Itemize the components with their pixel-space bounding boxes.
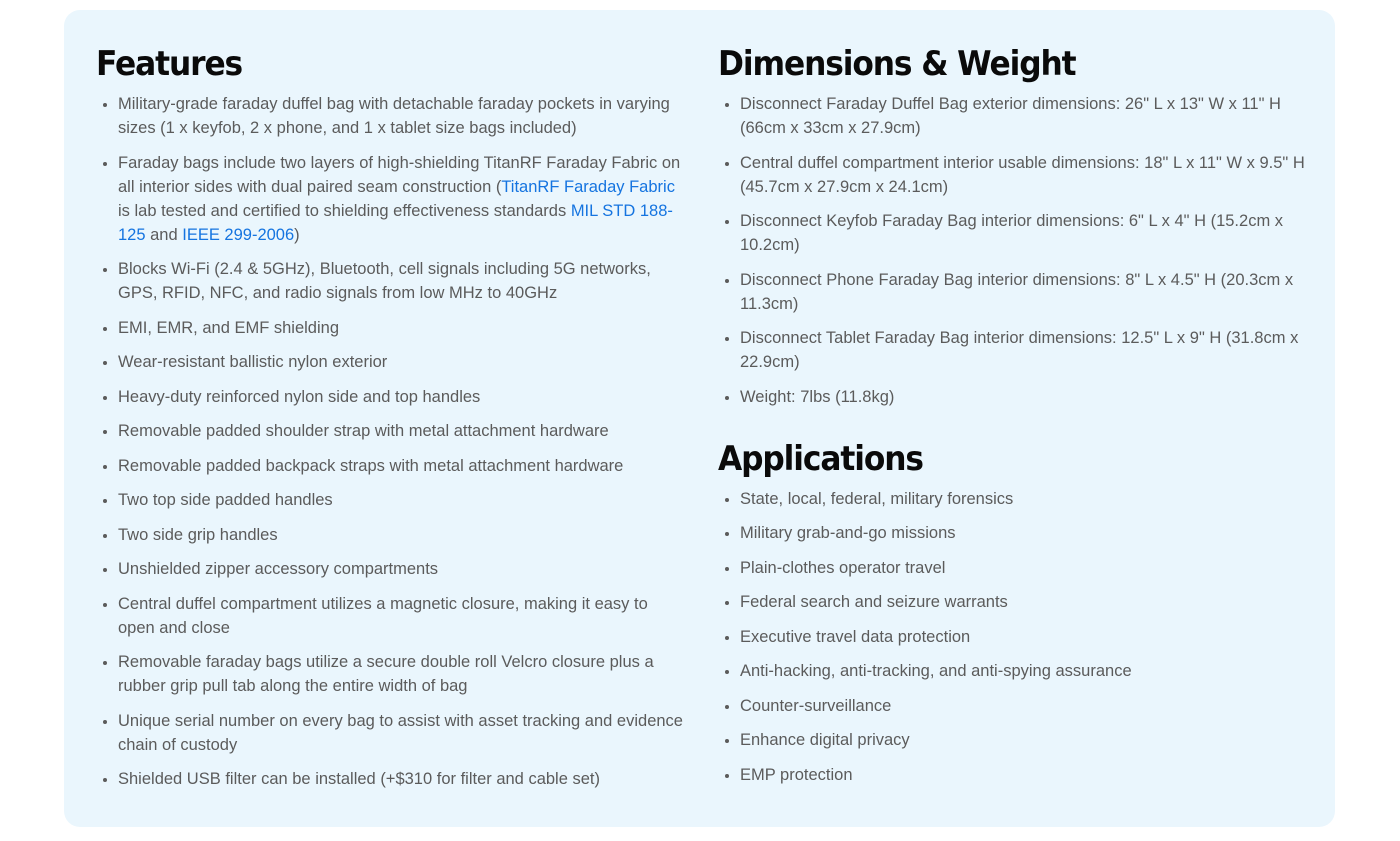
list-item: • EMI, EMR, and EMF shielding xyxy=(118,316,686,340)
list-item: • Federal search and seizure warrants xyxy=(740,590,1308,614)
list-item: • Two side grip handles xyxy=(118,523,686,547)
dimensions-list xyxy=(718,92,1308,409)
list-item: • Two top side padded handles xyxy=(118,488,686,512)
applications-list xyxy=(718,487,1308,787)
titanrf-fabric-link[interactable]: TitanRF Faraday Fabric xyxy=(501,177,675,196)
list-item: • Central duffel compartment utilizes a magnetic closure, making it easy to open and close xyxy=(118,592,686,640)
features-list xyxy=(96,92,686,791)
list-item: • Executive travel data protection xyxy=(740,625,1308,649)
list-item: • Removable faraday bags utilize a secure double roll Velcro closure plus a rubber grip pull tab along the entire width of bag xyxy=(118,650,686,698)
list-item: • Military-grade faraday duffel bag with detachable faraday pockets in varying sizes (1 x keyfob, 2 x phone, and 1 x tablet size bags included) xyxy=(118,92,686,140)
applications-heading: Applications xyxy=(718,438,923,479)
product-specs-card xyxy=(64,10,1335,827)
features-heading: Features xyxy=(96,44,243,84)
list-item: • Removable padded shoulder strap with metal attachment hardware xyxy=(118,419,686,443)
list-item: • State, local, federal, military forensics xyxy=(740,487,1308,511)
list-item: • Shielded USB filter can be installed (+$310 for filter and cable set) xyxy=(118,767,686,791)
list-item: • Weight: 7lbs (11.8kg) xyxy=(740,385,1308,409)
list-item: • Wear-resistant ballistic nylon exterior xyxy=(118,350,686,374)
dimensions-heading: Dimensions & Weight xyxy=(718,44,1076,84)
list-item: • Disconnect Phone Faraday Bag interior dimensions: 8" L x 4.5" H (20.3cm x 11.3cm) xyxy=(740,268,1308,316)
list-item: • Counter-surveillance xyxy=(740,694,1308,718)
list-item: • Unique serial number on every bag to assist with asset tracking and evidence chain of custody xyxy=(118,709,686,757)
mil-std-link[interactable]: MIL STD 188-125 xyxy=(118,201,673,244)
list-item: • Disconnect Tablet Faraday Bag interior dimensions: 12.5" L x 9" H (31.8cm x 22.9cm) xyxy=(740,326,1308,374)
ieee-standard-link[interactable]: IEEE 299-2006 xyxy=(182,225,295,244)
list-item-shielding xyxy=(118,151,686,247)
shielding-text-and: and xyxy=(145,225,183,244)
specs-column xyxy=(718,42,1308,797)
list-item: • Blocks Wi-Fi (2.4 & 5GHz), Bluetooth, cell signals including 5G networks, GPS, RFID, NFC, and radio signals from low MHz to 40GHz xyxy=(118,257,686,305)
list-item: • Central duffel compartment interior usable dimensions: 18" L x 11" W x 9.5" H (45.7cm x 27.9cm x 24.1cm) xyxy=(740,151,1308,199)
shielding-text-before: Faraday bags include two layers of high-shielding TitanRF Faraday Fabric on all interior sides with dual paired seam construction ( xyxy=(118,153,681,196)
list-item: • Heavy-duty reinforced nylon side and top handles xyxy=(118,385,686,409)
shielding-text-mid: is lab tested and certified to shielding effectiveness standards xyxy=(118,201,571,220)
features-column xyxy=(96,42,686,802)
list-item: • Removable padded backpack straps with metal attachment hardware xyxy=(118,454,686,478)
list-item: • EMP protection xyxy=(740,763,1308,787)
list-item: • Unshielded zipper accessory compartments xyxy=(118,557,686,581)
list-item: • Anti-hacking, anti-tracking, and anti-spying assurance xyxy=(740,659,1308,683)
shielding-text-after: ) xyxy=(294,225,300,244)
list-item: • Disconnect Faraday Duffel Bag exterior dimensions: 26" L x 13" W x 11" H (66cm x 33cm x 27.9cm) xyxy=(740,92,1308,140)
list-item: • Plain-clothes operator travel xyxy=(740,556,1308,580)
list-item: • Military grab-and-go missions xyxy=(740,521,1308,545)
list-item: • Enhance digital privacy xyxy=(740,728,1308,752)
list-item: • Disconnect Keyfob Faraday Bag interior dimensions: 6" L x 4" H (15.2cm x 10.2cm) xyxy=(740,209,1308,257)
